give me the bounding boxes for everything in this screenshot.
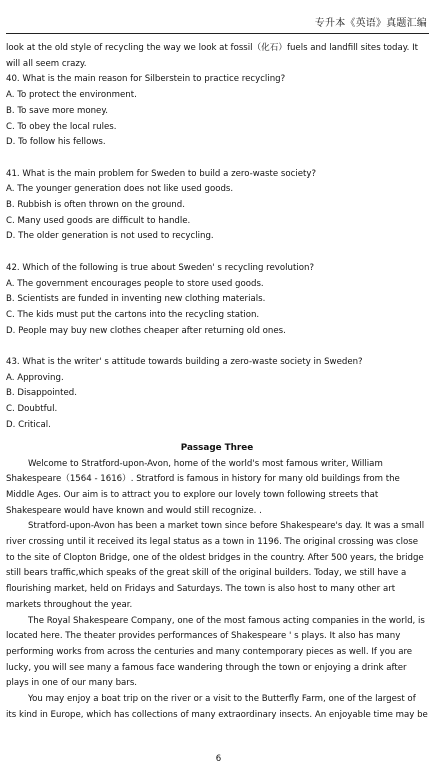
question-stem: 41. What is the main problem for Sweden to build a zero-waste society? <box>6 168 317 179</box>
header-title: 专升本《英语》真题汇编 <box>314 18 427 29</box>
option-c: C. Doubtful. <box>6 404 58 415</box>
option-d: D. To follow his fellows. <box>6 137 106 148</box>
option-a: A. The younger generation does not like used goods. <box>6 184 234 195</box>
intro-line: look at the old style of recycling the way we look at fossil（化石）fuels and landfill sites today. It <box>6 43 418 53</box>
question-42 <box>6 261 428 340</box>
question-stem: 40. What is the main reason for Silberstein to practice recycling? <box>6 74 286 85</box>
option-d: D. The older generation is not used to recycling. <box>6 231 214 242</box>
option-d: D. People may buy new clothes cheaper after returning old ones. <box>6 325 286 336</box>
option-b: B. Disappointed. <box>6 388 77 399</box>
passage-paragraph: Welcome to Stratford-upon-Avon, home of the world's most famous writer, William Shakespeare（1564 - 1616）. Stratford is famous in history for many old buildings from the Middle Ages. Our aim is to attract you to explore our lovely town following streets that Shakespeare would have known and would still recognize. . <box>6 458 400 516</box>
page-content <box>6 41 428 723</box>
spacer <box>6 339 428 355</box>
intro-line: will all seem crazy. <box>6 58 87 69</box>
spacer <box>6 151 428 167</box>
option-a: A. Approving. <box>6 372 64 383</box>
option-c: C. To obey the local rules. <box>6 121 117 132</box>
option-d: D. Critical. <box>6 419 51 430</box>
question-stem: 43. What is the writer' s attitude towards building a zero-waste society in Sweden? <box>6 357 363 368</box>
passage-paragraph: Stratford-upon-Avon has been a market town since before Shakespeare's day. It was a small river crossing until it received its legal status as a town in 1196. The original crossing was close to the site of Clopton Bridge, one of the oldest bridges in the country. After 500 years, the bridge still bears traffic,which speaks of the great skill of the original builders. Today, we still have a flourishing market, held on Fridays and Saturdays. The town is also host to many other art markets throughout the year. <box>6 521 425 610</box>
spacer <box>6 245 428 261</box>
passage-paragraph: The Royal Shakespeare Company, one of the most famous acting companies in the world, is located here. The theater provides performances of Shakespeare ' s plays. It also has many performing works from across the centuries and many contemporary pieces as well. If you are lucky, you will see many a famous face wandering through the town or enjoying a drink after plays in one of our many bars. <box>6 615 425 689</box>
question-40 <box>6 72 428 151</box>
option-b: B. Scientists are funded in inventing new clothing materials. <box>6 294 266 305</box>
option-b: B. To save more money. <box>6 105 108 116</box>
question-41 <box>6 167 428 246</box>
passage-paragraph: You may enjoy a boat trip on the river or a visit to the Butterfly Farm, one of the largest of its kind in Europe, which has collections of many extraordinary insects. An enjoyable time may be <box>6 694 428 720</box>
option-c: C. Many used goods are difficult to handle. <box>6 215 191 226</box>
option-b: B. Rubbish is often thrown on the ground. <box>6 200 185 211</box>
page-number: 6 <box>215 754 222 764</box>
passage-title: Passage Three <box>180 442 254 453</box>
option-c: C. The kids must put the cartons into the recycling station. <box>6 309 260 320</box>
header-rule <box>6 33 429 34</box>
option-a: A. The government encourages people to store used goods. <box>6 278 264 289</box>
question-43 <box>6 355 428 434</box>
question-stem: 42. Which of the following is true about Sweden' s recycling revolution? <box>6 262 315 273</box>
option-a: A. To protect the environment. <box>6 90 137 101</box>
